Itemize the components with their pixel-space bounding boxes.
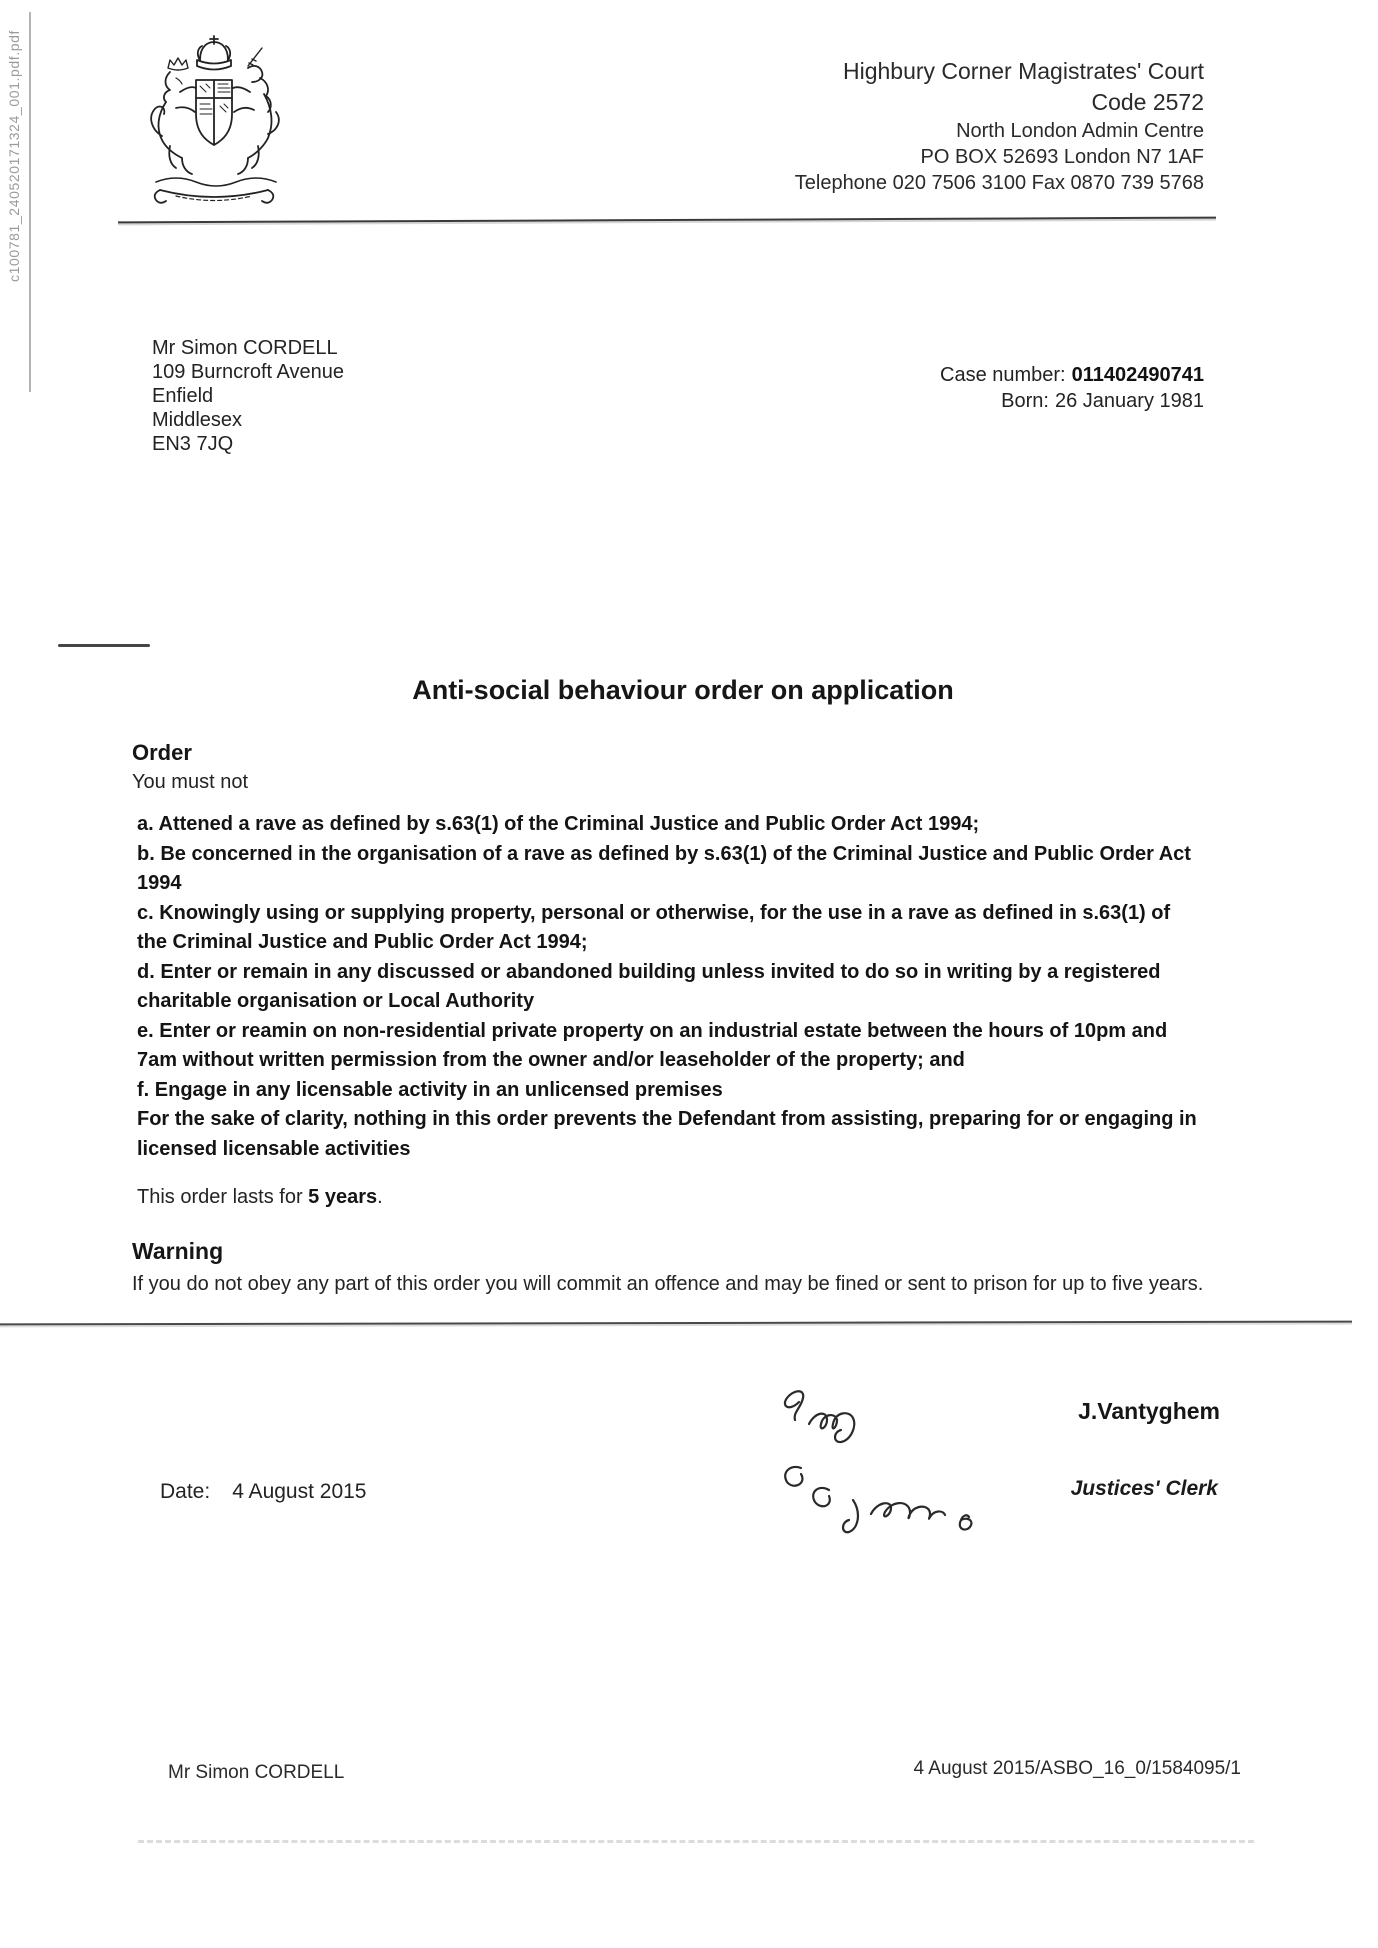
recipient-address	[152, 336, 344, 456]
case-number-row	[940, 362, 1204, 388]
order-heading: Order	[132, 740, 192, 765]
page-rule-line	[0, 1321, 1352, 1326]
court-code: Code 2572	[1091, 89, 1204, 115]
order-duration	[137, 1186, 383, 1209]
scan-artifact-line	[138, 1840, 1254, 1843]
order-condition-e: e. Enter or reamin on non-residential private property on an industrial estate between the hours of 10pm and 7am without written permission from the owner and/or leaseholder of the property; and	[137, 1019, 1168, 1071]
order-clarity-note: For the sake of clarity, nothing in this order prevents the Defendant from assisting, preparing for or engaging in licensed licensable activities	[137, 1108, 1197, 1160]
scan-edge-line	[29, 12, 31, 392]
case-number-label: Case number:	[940, 364, 1066, 386]
header-divider-line	[118, 217, 1216, 224]
warning-text: If you do not obey any part of this order you will commit an offence and may be fined or sent to prison for up to five years.	[132, 1273, 1204, 1295]
margin-dash-mark	[58, 644, 150, 647]
born-row	[940, 388, 1204, 414]
order-conditions-list	[137, 810, 1197, 1164]
royal-coat-of-arms-icon	[140, 34, 288, 211]
recipient-line: 109 Burncroft Avenue	[152, 361, 344, 383]
warning-heading: Warning	[132, 1238, 224, 1264]
footer-recipient-name: Mr Simon CORDELL	[168, 1762, 345, 1783]
duration-prefix: This order lasts for	[137, 1186, 309, 1208]
page-title: Anti-social behaviour order on application	[412, 675, 954, 705]
date-row	[160, 1480, 367, 1504]
order-intro: You must not	[132, 771, 249, 793]
recipient-line: Enfield	[152, 385, 214, 407]
order-condition-b: b. Be concerned in the organisation of a rave as defined by s.63(1) of the Criminal Justice and Public Order Act 1994	[137, 842, 1191, 894]
telephone-fax: Telephone 020 7506 3100 Fax 0870 739 5768	[794, 172, 1204, 194]
clerk-role: Justices' Clerk	[1070, 1477, 1218, 1500]
order-condition-d: d. Enter or remain in any discussed or abandoned building unless invited to do so in writing by a registered charitable organisation or Local Authority	[137, 960, 1161, 1012]
date-label: Date:	[160, 1480, 211, 1503]
footer-document-reference: 4 August 2015/ASBO_16_0/1584095/1	[913, 1758, 1241, 1779]
order-condition-a: a. Attened a rave as defined by s.63(1) of the Criminal Justice and Public Order Act 1994;	[137, 813, 980, 835]
order-condition-c: c. Knowingly using or supplying property, personal or otherwise, for the use in a rave as defined in s.63(1) of the Criminal Justice and Public Order Act 1994;	[137, 901, 1171, 953]
po-box: PO BOX 52693 London N7 1AF	[920, 146, 1204, 168]
scan-filename: c100781_240520171324_001.pdf.pdf	[6, 30, 22, 282]
duration-value: 5 years	[308, 1186, 378, 1208]
case-info	[940, 362, 1204, 414]
recipient-line: EN3 7JQ	[152, 433, 234, 455]
recipient-line: Middlesex	[152, 409, 243, 431]
letterhead	[795, 56, 1204, 196]
clerk-signature	[765, 1372, 1000, 1552]
case-number-value: 011402490741	[1071, 364, 1204, 386]
clerk-name: J.Vantyghem	[1078, 1398, 1220, 1424]
court-name: Highbury Corner Magistrates' Court	[842, 58, 1204, 84]
born-label: Born:	[1001, 390, 1049, 412]
recipient-line: Mr Simon CORDELL	[152, 337, 338, 359]
born-value: 26 January 1981	[1054, 390, 1204, 412]
order-condition-f: f. Engage in any licensable activity in an unlicensed premises	[137, 1078, 723, 1101]
admin-centre: North London Admin Centre	[956, 120, 1204, 142]
date-value: 4 August 2015	[232, 1480, 367, 1503]
duration-suffix: .	[377, 1186, 383, 1208]
